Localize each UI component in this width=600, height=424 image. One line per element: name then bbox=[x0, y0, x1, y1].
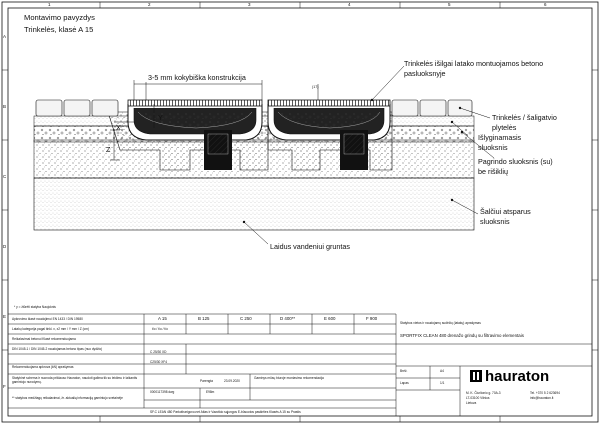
class-b125: B 125 bbox=[198, 316, 210, 321]
callout-base: Pagrindo sluoksnis (su) bbox=[478, 157, 553, 166]
tb-row-3: Reikalavimai betonui Klasė rekomenduojama bbox=[12, 337, 76, 341]
tb-row-4: DIN 1045-1 / DIN 1045-2 naudojamas betono tipas (nuo dydžio) bbox=[12, 347, 103, 351]
col-marker-4: 4 bbox=[348, 2, 351, 7]
right-top-text: Statybos vietos ir naudojamų sudėčių (latakų) aprašymas bbox=[400, 321, 481, 325]
col-marker-6: 6 bbox=[544, 2, 547, 7]
doc-id: 0000117398 dwg bbox=[150, 390, 175, 394]
fineprint-2: ** statybos medžiagų reikalavimai, žr. aktualią informaciją gamintojo svetainėje bbox=[12, 396, 123, 400]
tb-row-1: Apkrovimo klasė naudojimui EN 1433 / DIN 19580 bbox=[12, 317, 83, 321]
drawing-title: Montavimo pavyzdys bbox=[24, 13, 95, 22]
company-email: info@hauraton.lt bbox=[530, 396, 554, 400]
sheet-value: A4 bbox=[440, 369, 444, 373]
hauraton-logo-mark bbox=[470, 370, 482, 382]
dim-z-label: Z bbox=[106, 145, 111, 154]
bottom-line: SF.C LEAN 480 Parkotharigovo.net Atlas ir Vazotkio sąjungos E-būsuotos paskirties Klasės A 15 su Prastis bbox=[150, 410, 301, 414]
callout-edge: Trinkelės išilgai latako montuojamos betono bbox=[404, 59, 544, 68]
callout-pavers-2: plytelės bbox=[492, 123, 517, 132]
approval-text: Gaminys mūsų biuroje montavimo rekomendacija bbox=[254, 376, 324, 380]
footnote: * y = žiūrėti statyba Naujoknis bbox=[14, 305, 56, 309]
class-c250: C 250 bbox=[240, 316, 252, 321]
col-marker-2: 2 bbox=[148, 2, 151, 7]
dim-17-label: (17) bbox=[312, 85, 319, 89]
sheet-label: Brėž. bbox=[400, 369, 408, 373]
company-address-2: LT-03100 Vilnius bbox=[466, 396, 490, 400]
callout-base-2: be rišiklių bbox=[478, 167, 508, 176]
company-name: hauraton bbox=[485, 368, 550, 385]
callout-frost-2: sluoksnis bbox=[480, 217, 510, 226]
concrete-row-2: C25/30 XF4 bbox=[150, 360, 168, 364]
class-d400: D 400** bbox=[280, 316, 296, 321]
drawing-subtitle: Trinkelės, klasė A 15 bbox=[24, 25, 94, 34]
fineprint-1: Statybinė schema ir nuoroda priklauso Hauraton, naudoti galima tik su leidimu ir laikantis gamintojo nurodymų. bbox=[12, 376, 138, 384]
hauraton-logo bbox=[470, 368, 549, 385]
tb-row-5: Rekomenduojama apkrova (kN) aprašymas bbox=[12, 365, 74, 369]
callout-leveling: Išlyginamasis bbox=[478, 133, 522, 142]
company-phone: Tel. +370 5 2 623694 bbox=[530, 391, 560, 395]
class-f900: F 900 bbox=[366, 316, 378, 321]
tb-row-2: Latakų kategorija pagal tinkl. x, x2 mm / Y mm / Z (cm) bbox=[12, 327, 89, 331]
class-sub-row: t/o / t/o / t/o bbox=[152, 327, 168, 331]
class-e600: E 600 bbox=[324, 316, 336, 321]
product-name: SPORTFIX CLEAN 480 drenažo grindų su filtravimo elementais bbox=[400, 333, 524, 338]
company-address-3: Lietuva bbox=[466, 401, 477, 405]
row-marker-d: D bbox=[3, 244, 7, 249]
row-marker-c: C bbox=[3, 174, 7, 179]
callout-construction: 3-5 mm kokybiška konstrukcija bbox=[148, 73, 246, 82]
concrete-row-1: C 25/30 XD bbox=[150, 350, 167, 354]
col-marker-3: 3 bbox=[248, 2, 251, 7]
dim-y-label: Y bbox=[158, 113, 163, 122]
pavers-left bbox=[36, 100, 118, 116]
rev-label: Lapas bbox=[400, 381, 409, 385]
col-marker-5: 5 bbox=[448, 2, 451, 7]
callout-pavers: Trinkelės / šaligatvio bbox=[492, 113, 557, 122]
subgrade-layer bbox=[34, 178, 474, 230]
row-marker-b: B bbox=[3, 104, 7, 109]
date-label: Parengta bbox=[200, 379, 213, 383]
row-marker-a: A bbox=[3, 34, 7, 39]
class-a15: A 15 bbox=[158, 316, 167, 321]
date-value: 23.09.2020 bbox=[224, 379, 240, 383]
row-marker-e: E bbox=[3, 314, 7, 319]
row-marker-f: F bbox=[3, 384, 6, 389]
company-address-1: M. K. Čiurlionio g. 70A-3 bbox=[466, 391, 501, 395]
dim-x-label: X bbox=[116, 123, 121, 132]
callout-edge-2: pasluoksnyje bbox=[404, 69, 446, 78]
col-marker-1: 1 bbox=[48, 2, 51, 7]
scale-value: E98m bbox=[206, 390, 215, 394]
callout-frost: Šalčiui atsparus bbox=[480, 207, 531, 216]
callout-subgrade: Laidus vandeniui gruntas bbox=[270, 242, 350, 251]
callout-leveling-2: sluoksnis bbox=[478, 143, 508, 152]
rev-value: 1/1 bbox=[440, 381, 445, 385]
